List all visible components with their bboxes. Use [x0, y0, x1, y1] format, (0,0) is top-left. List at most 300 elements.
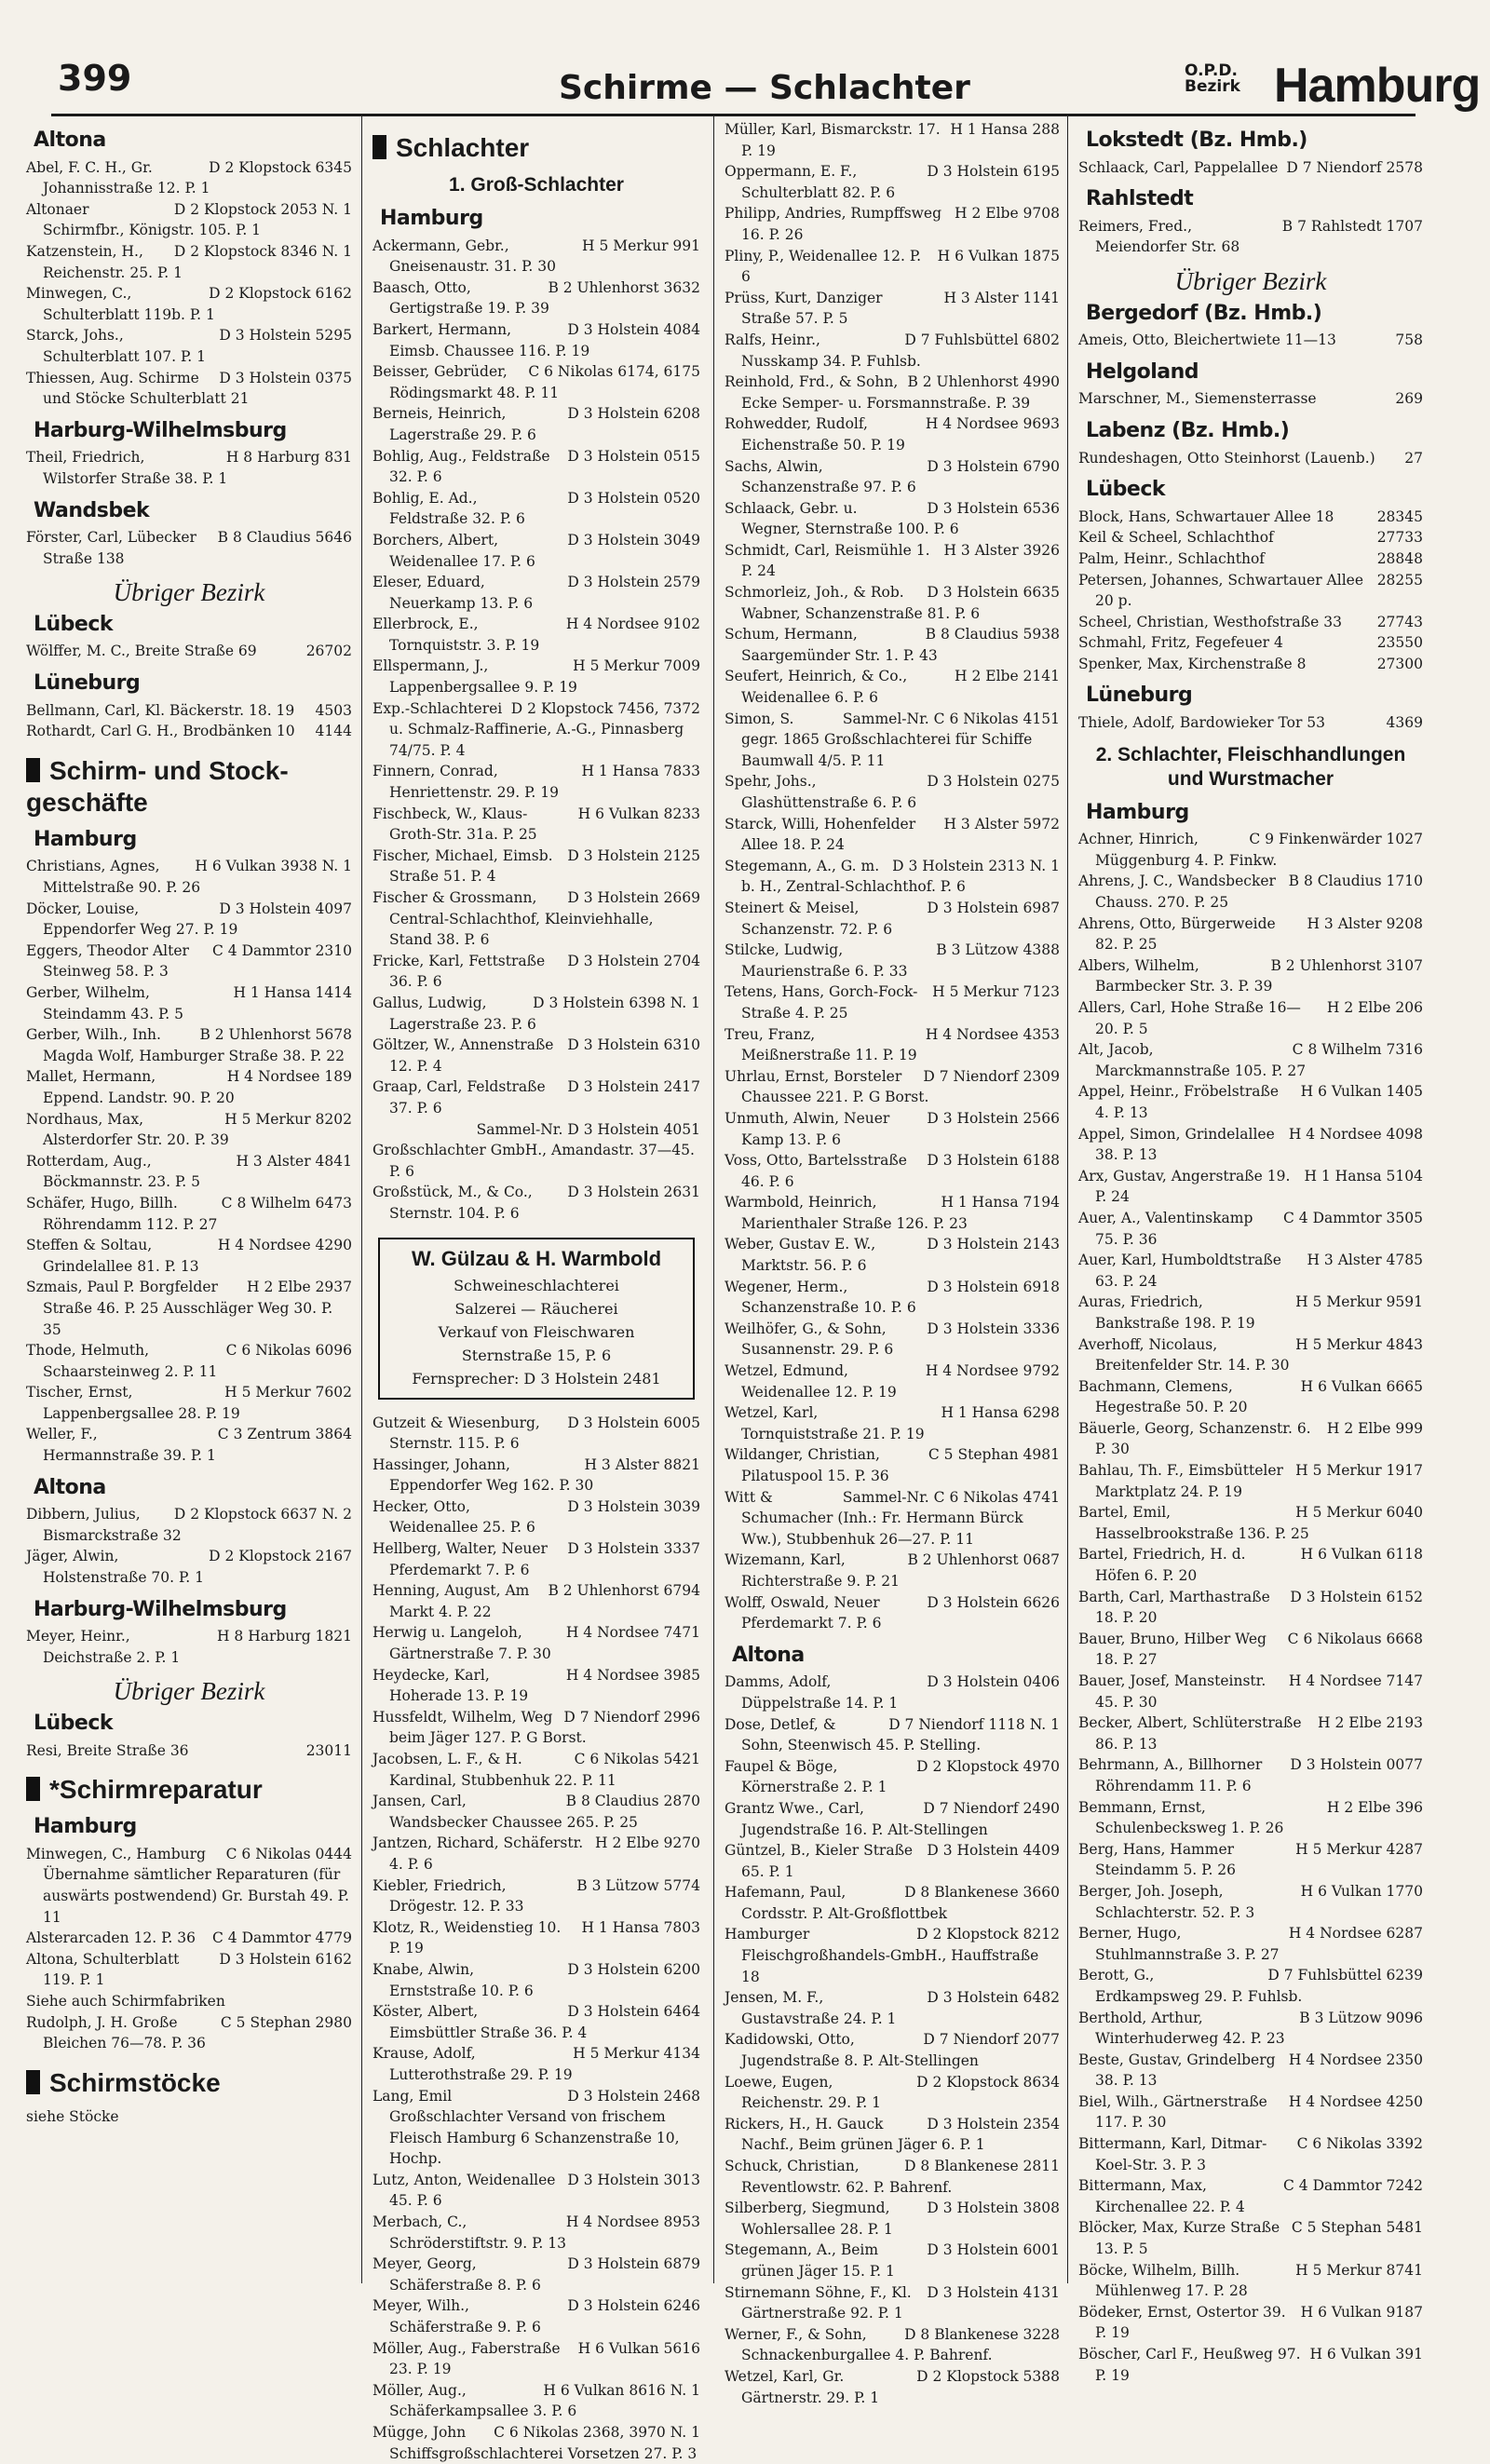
entry-text: Starck, Willi, Hohenfelder Allee 18. P. 24 — [725, 815, 916, 854]
entry-phone: H 5 Merkur 4287 — [1295, 1840, 1423, 1858]
entry-phone: D 3 Holstein 6790 — [927, 457, 1060, 475]
directory-entry — [372, 1413, 700, 1455]
directory-entry — [26, 1277, 352, 1340]
entry-phone: D 3 Holstein 6162 — [219, 1950, 352, 1968]
directory-entry — [372, 804, 700, 846]
entry-text: Schum, Hermann, Saargemünder Str. 1. P. 43 — [725, 626, 938, 664]
directory-entry — [26, 1024, 352, 1066]
directory-entry — [725, 1592, 1060, 1634]
directory-entry — [372, 656, 700, 697]
directory-entry — [725, 413, 1060, 455]
entry-phone: C 4 Dammtor 4779 — [212, 1929, 352, 1947]
entry-phone: D 3 Holstein 6635 — [927, 584, 1060, 602]
city-heading: Hamburg — [1274, 59, 1481, 113]
entry-text: Dose, Detlef, & Sohn, Steenwisch 45. P. Stelling. — [725, 1715, 982, 1754]
bezirk-label: Bezirk — [1185, 77, 1240, 96]
directory-entry — [725, 1277, 1060, 1319]
entry-text: Reinhold, Frd., & Sohn, Ecke Semper- u. Forsmannstraße. P. 39 — [725, 373, 1031, 412]
entry-text: Voss, Otto, Bartelsstraße 46. P. 6 — [725, 1152, 907, 1190]
entry-phone: H 6 Vulkan 6118 — [1300, 1546, 1423, 1564]
directory-entry — [1078, 216, 1423, 258]
directory-entry — [1078, 829, 1423, 871]
entry-text: Grantz Wwe., Carl, Jugendstraße 16. P. Alt-Stellingen — [725, 1799, 988, 1838]
directory-entry — [1078, 2260, 1423, 2302]
directory-entry — [372, 993, 700, 1035]
directory-entry — [725, 2324, 1060, 2366]
directory-entry — [1078, 448, 1423, 469]
entry-phone: H 4 Nordsee 6287 — [1288, 1925, 1423, 1943]
directory-entry — [372, 2212, 700, 2254]
directory-entry — [725, 203, 1060, 245]
directory-entry — [1078, 1502, 1423, 1544]
entry-phone: H 1 Hansa 6298 — [941, 1404, 1060, 1422]
entry-phone: B 3 Lützow 9096 — [1299, 2009, 1423, 2026]
entry-phone: D 3 Holstein 0406 — [927, 1673, 1060, 1691]
entry-text: Alsterarcaden 12. P. 36 — [26, 1929, 196, 1947]
entry-phone: D 2 Klopstock 7456, 7372 — [510, 699, 700, 717]
entry-text: Fischer, Michael, Eimsb. Straße 51. P. 4 — [372, 846, 553, 886]
entry-phone: B 2 Uhlenhorst 4990 — [907, 373, 1060, 391]
directory-entry — [1078, 1124, 1423, 1166]
entry-text: Böscher, Carl F., Heußweg 97. P. 19 — [1078, 2346, 1301, 2384]
directory-entry — [1078, 1208, 1423, 1250]
entry-text: Szmais, Paul P. Borgfelder Straße 46. P. 25 Ausschläger Weg 30. P. 35 — [26, 1279, 333, 1338]
entry-text: Bahlau, Th. F., Eimsbütteler Marktplatz 24. P. 19 — [1078, 1462, 1283, 1500]
directory-entry — [26, 941, 352, 982]
column-1 — [26, 119, 352, 2289]
entry-text: Sachs, Alwin, Schanzenstraße 97. P. 6 — [725, 457, 916, 496]
entry-text: Wölffer, M. C., Breite Straße 69 — [26, 643, 257, 660]
entry-text: siehe Stöcke — [26, 2107, 119, 2125]
directory-entry — [725, 1798, 1060, 1840]
entry-text: Weilhöfer, G., & Sohn, Susannenstr. 29. P. 6 — [725, 1320, 894, 1359]
entry-text: Bohlig, Aug., Feldstraße 32. P. 6 — [372, 447, 550, 486]
entry-phone: H 5 Merkur 7123 — [932, 983, 1060, 1001]
directory-entry — [26, 527, 352, 569]
entry-phone: 28848 — [1376, 549, 1423, 567]
directory-entry — [1078, 2344, 1423, 2386]
entry-text: Heydecke, Karl, Hoherade 13. P. 19 — [372, 1666, 529, 1705]
directory-entry — [725, 2029, 1060, 2071]
entry-text: Behrmann, A., Billhorner Röhrendamm 11. P. 6 — [1078, 1756, 1263, 1794]
entry-text: Stilcke, Ludwig, Maurienstraße 6. P. 33 — [725, 941, 908, 980]
location-heading: Hamburg — [1086, 800, 1189, 824]
entry-text: Becker, Albert, Schlüterstraße 86. P. 13 — [1078, 1714, 1302, 1753]
advertisement-line: Fernsprecher: D 3 Holstein 2481 — [412, 1369, 661, 1388]
entry-phone: H 4 Nordsee 9792 — [925, 1362, 1060, 1380]
directory-entry — [372, 1665, 700, 1707]
directory-entry — [725, 330, 1060, 372]
entry-phone: H 6 Vulkan 1770 — [1300, 1882, 1423, 1900]
directory-entry — [26, 368, 352, 410]
directory-entry — [372, 1580, 700, 1622]
entry-phone: D 3 Holstein 2143 — [927, 1236, 1060, 1253]
entry-phone: H 1 Hansa 5104 — [1304, 1167, 1423, 1185]
directory-entry — [1078, 1376, 1423, 1418]
directory-entry — [1078, 1250, 1423, 1292]
directory-entry — [1078, 997, 1423, 1039]
directory-entry — [725, 1550, 1060, 1591]
entry-text: Eleser, Eduard, Neuerkamp 13. P. 6 — [372, 574, 534, 612]
entry-phone: H 5 Merkur 1917 — [1295, 1462, 1423, 1480]
entry-text: Köster, Albert, Eimsbüttler Straße 36. P. 4 — [372, 2003, 588, 2041]
entry-text: Henning, August, Am Markt 4. P. 22 — [372, 1582, 530, 1620]
directory-entry — [26, 1424, 352, 1466]
entry-text: Auer, Karl, Humboldtstraße 63. P. 24 — [1078, 1252, 1281, 1290]
entry-text: Bellmann, Carl, Kl. Bäckerstr. 18. 19 — [26, 701, 295, 719]
entry-text: Hellberg, Walter, Neuer Pferdemarkt 7. P. 6 — [372, 1540, 548, 1578]
advertisement-line: Schweineschlachterei — [454, 1276, 619, 1294]
entry-phone: Sammel-Nr. D 3 Holstein 4051 — [476, 1120, 700, 1138]
directory-entry — [1078, 1629, 1423, 1671]
entry-phone: B 2 Uhlenhorst 3632 — [548, 278, 700, 296]
entry-text: Möller, Aug., Faberstraße 23. P. 19 — [372, 2339, 561, 2378]
entry-phone: H 5 Merkur 7602 — [224, 1384, 352, 1401]
location-heading: Wandsbek — [34, 498, 150, 522]
entry-text: Nordhaus, Max, Alsterdorfer Str. 20. P. 39 — [26, 1110, 229, 1149]
advertisement-firm: W. Gülzau & H. Warmbold — [411, 1246, 662, 1270]
entry-phone: H 5 Merkur 4134 — [573, 2045, 700, 2063]
entry-text: Exp.-Schlachterei u. Schmalz-Raffinerie, A.-G., Pinnasberg 74/75. P. 4 — [372, 699, 684, 759]
location-heading: Harburg-Wilhelmsburg — [34, 1597, 287, 1621]
region-heading: Übriger Bezirk — [1174, 266, 1327, 295]
region-heading: Übriger Bezirk — [113, 1677, 265, 1706]
entry-phone: D 3 Holstein 6536 — [927, 499, 1060, 517]
opd-label: O.P.D. — [1185, 61, 1238, 80]
entry-text: Hamburger Fleischgroßhandels-GmbH., Hauffstraße 18 — [725, 1926, 1039, 1985]
entry-text: Albers, Wilhelm, Barmbecker Str. 3. P. 39 — [1078, 956, 1273, 995]
entry-text: Wetzel, Edmund, Weidenallee 12. P. 19 — [725, 1362, 897, 1401]
entry-phone: H 4 Nordsee 8953 — [565, 2214, 700, 2231]
directory-entry — [1078, 1965, 1423, 2007]
entry-text: Berott, G., Erdkampsweg 29. P. Fuhlsb. — [1078, 1967, 1303, 2005]
directory-entry — [725, 2366, 1060, 2408]
directory-entry — [1078, 570, 1423, 612]
directory-entry — [26, 641, 352, 662]
entry-text: Schäfer, Hugo, Billh. Röhrendamm 112. P. 27 — [26, 1194, 218, 1233]
entry-phone: B 8 Claudius 5646 — [217, 529, 352, 547]
directory-entry — [1078, 1754, 1423, 1796]
entry-phone: B 8 Claudius 2870 — [565, 1793, 700, 1810]
directory-entry — [725, 624, 1060, 666]
entry-phone: D 3 Holstein 2125 — [567, 846, 700, 864]
directory-entry — [26, 856, 352, 898]
subsection-heading: 1. Groß-Schlachter — [449, 174, 624, 196]
entry-phone: C 3 Zentrum 3864 — [217, 1426, 352, 1443]
entry-text: Wildanger, Christian, Pilatuspool 15. P. 36 — [725, 1446, 889, 1484]
entry-phone: D 2 Klopstock 2053 N. 1 — [173, 200, 352, 218]
directory-entry — [26, 199, 352, 241]
entry-text: Arx, Gustav, Angerstraße 19. P. 24 — [1078, 1167, 1291, 1206]
directory-entry — [1078, 632, 1423, 654]
entry-phone: H 4 Nordsee 7471 — [565, 1624, 700, 1642]
directory-entry — [372, 236, 700, 278]
directory-entry — [1078, 1166, 1423, 1208]
entry-phone: D 2 Klopstock 6162 — [209, 285, 352, 303]
directory-entry — [372, 1538, 700, 1580]
directory-entry — [372, 319, 700, 361]
entry-text: Christians, Agnes, Mittelstraße 90. P. 26 — [26, 858, 201, 897]
directory-entry — [26, 1382, 352, 1424]
entry-phone: D 3 Holstein 6188 — [927, 1152, 1060, 1170]
directory-entry — [372, 951, 700, 993]
directory-entry — [372, 846, 700, 887]
directory-entry — [1078, 654, 1423, 675]
entry-phone: H 1 Hansa 1414 — [233, 984, 352, 1001]
directory-entry — [372, 698, 700, 762]
entry-text: Mügge, John Schiffsgroßschlachterei Vorsetzen 27. P. 3 — [372, 2424, 698, 2462]
directory-entry — [725, 666, 1060, 708]
section-title: *Schirmreparatur — [49, 1775, 263, 1805]
entry-text: Bäuerle, Georg, Schanzenstr. 6. P. 30 — [1078, 1419, 1311, 1458]
entry-text: Starck, Johs., Schulterblatt 107. P. 1 — [26, 327, 206, 365]
directory-entry — [1078, 1460, 1423, 1502]
directory-entry — [26, 447, 352, 489]
entry-text: Finnern, Conrad, Henriettenstr. 29. P. 19 — [372, 763, 560, 802]
entry-phone: H 2 Elbe 9270 — [595, 1834, 700, 1852]
directory-entry — [1078, 157, 1423, 179]
entry-phone: 27743 — [1376, 613, 1423, 630]
directory-entry — [26, 2012, 352, 2054]
directory-entry — [725, 2282, 1060, 2324]
directory-entry — [1078, 2133, 1423, 2175]
section-marker-icon — [26, 1777, 40, 1801]
entry-phone: H 3 Alster 9208 — [1307, 914, 1423, 932]
directory-entry — [725, 856, 1060, 898]
entry-text: Werner, F., & Sohn, Schnackenburgallee 4. P. Bahrenf. — [725, 2325, 993, 2364]
section-heading — [372, 132, 700, 164]
entry-phone: D 2 Klopstock 2167 — [209, 1548, 352, 1565]
entry-text: Achner, Hinrich, Müggenburg 4. P. Finkw. — [1078, 831, 1278, 869]
entry-text: Berner, Hugo, Stuhlmannstraße 3. P. 27 — [1078, 1925, 1280, 1963]
entry-text: Schmidt, Carl, Reismühle 1. P. 24 — [725, 541, 930, 580]
directory-entry — [725, 1402, 1060, 1444]
directory-entry — [725, 246, 1060, 288]
entry-text: Gerber, Wilhelm, Steindamm 43. P. 5 — [26, 984, 184, 1022]
entry-text: Uhrlau, Ernst, Borsteler Chaussee 221. P. G Borst. — [725, 1067, 929, 1106]
directory-entry — [26, 1546, 352, 1588]
entry-phone: D 3 Holstein 0375 — [219, 369, 352, 386]
directory-entry — [725, 1234, 1060, 1276]
directory-entry — [372, 530, 700, 572]
entry-phone: 23011 — [305, 1741, 352, 1759]
entry-text: Bauer, Josef, Mansteinstr. 45. P. 30 — [1078, 1672, 1266, 1711]
entry-text: Wizemann, Karl, Richterstraße 9. P. 21 — [725, 1551, 900, 1590]
entry-phone: D 3 Holstein 6464 — [567, 2003, 700, 2021]
directory-entry — [1078, 330, 1423, 351]
entry-phone: D 3 Holstein 2566 — [927, 1109, 1060, 1127]
entry-text: Thiessen, Aug. Schirme und Stöcke Schulterblatt 21 — [26, 369, 250, 408]
entry-text: Barkert, Hermann, Eimsb. Chaussee 116. P. 19 — [372, 320, 590, 359]
entry-phone: H 4 Nordsee 4290 — [217, 1237, 352, 1254]
entry-text: Marschner, M., Siemensterrasse — [1078, 390, 1317, 408]
directory-entry — [725, 1192, 1060, 1234]
location-heading: Rahlstedt — [1086, 187, 1194, 211]
directory-entry — [1078, 1839, 1423, 1881]
entry-text: Pliny, P., Weidenallee 12. P. 6 — [725, 247, 922, 286]
advertisement-line: Salzerei — Räucherei — [454, 1299, 618, 1318]
entry-text: Tischer, Ernst, Lappenbergsallee 28. P. 19 — [26, 1384, 240, 1422]
column-3 — [725, 119, 1060, 2406]
directory-entry — [26, 241, 352, 283]
location-heading: Altona — [34, 129, 106, 152]
entry-text: Theil, Friedrich, Wilstorfer Straße 38. P. 1 — [26, 449, 228, 487]
directory-entry — [372, 2086, 700, 2170]
entry-text: Schmahl, Fritz, Fegefeuer 4 — [1078, 634, 1283, 652]
entry-text: Rickers, H., H. Gauck Nachf., Beim grünen Jäger 6. P. 1 — [725, 2115, 985, 2154]
entry-phone: 269 — [1395, 390, 1423, 408]
entry-phone: H 3 Alster 1141 — [943, 289, 1060, 306]
directory-entry — [26, 1109, 352, 1151]
entry-phone: D 3 Holstein 6482 — [927, 1989, 1060, 2007]
entry-text: Wetzel, Karl, Tornquiststraße 21. P. 19 — [725, 1404, 925, 1442]
entry-text: Güntzel, B., Kieler Straße 65. P. 1 — [725, 1842, 914, 1880]
entry-phone: 4369 — [1386, 714, 1423, 732]
entry-text: Ellspermann, J., Lappenbergsallee 9. P. 19 — [372, 657, 577, 697]
entry-phone: D 3 Holstein 2354 — [927, 2115, 1060, 2132]
entry-phone: C 9 Finkenwärder 1027 — [1249, 831, 1423, 848]
directory-entry — [725, 540, 1060, 582]
entry-text: Appel, Simon, Grindelallee 38. P. 13 — [1078, 1125, 1275, 1164]
entry-phone: D 2 Klopstock 8634 — [916, 2073, 1060, 2091]
directory-entry — [372, 2254, 700, 2295]
directory-entry — [372, 1622, 700, 1664]
entry-phone: H 5 Merkur 8741 — [1295, 2261, 1423, 2279]
directory-entry — [725, 288, 1060, 330]
entry-phone: C 4 Dammtor 7242 — [1283, 2177, 1423, 2195]
directory-entry — [1078, 914, 1423, 955]
directory-entry — [725, 1987, 1060, 2029]
entry-text: Ralfs, Heinr., Nusskamp 34. P. Fuhlsb. — [725, 331, 921, 370]
directory-entry — [1078, 527, 1423, 548]
entry-phone: D 3 Holstein 0515 — [567, 447, 700, 465]
directory-entry — [1078, 1292, 1423, 1334]
entry-text: Berthold, Arthur, Winterhuderweg 42. P. 23 — [1078, 2009, 1285, 2048]
entry-phone: D 2 Klopstock 6637 N. 2 — [173, 1506, 352, 1523]
region-heading: Übriger Bezirk — [113, 578, 265, 607]
entry-phone: 23550 — [1376, 634, 1423, 652]
directory-entry — [725, 1714, 1060, 1756]
entry-phone: D 2 Klopstock 8212 — [916, 1926, 1060, 1943]
entry-text: Siehe auch Schirmfabriken — [26, 1992, 225, 2010]
entry-text: Krause, Adolf, Lutterothstraße 29. P. 19 — [372, 2045, 573, 2083]
directory-entry — [372, 887, 700, 951]
directory-entry — [725, 1487, 1060, 1550]
directory-entry — [372, 572, 700, 614]
entry-phone: H 6 Vulkan 1875 — [937, 247, 1060, 264]
section-heading — [26, 1774, 352, 1806]
entry-phone: D 7 Niendorf 2578 — [1286, 158, 1423, 176]
directory-entry — [1078, 1081, 1423, 1123]
entry-text: Petersen, Johannes, Schwartauer Allee 20 p. — [1078, 571, 1364, 610]
entry-phone: H 6 Vulkan 3938 N. 1 — [195, 858, 352, 875]
entry-phone: D 8 Blankenese 3228 — [904, 2325, 1060, 2343]
entry-text: Jacobsen, L. F., & H. Kardinal, Stubbenhuk 22. P. 11 — [372, 1751, 616, 1789]
entry-phone: 28255 — [1376, 571, 1423, 589]
entry-text: Hecker, Otto, Weidenallee 25. P. 6 — [372, 1497, 535, 1537]
directory-entry — [725, 814, 1060, 856]
directory-entry — [725, 1024, 1060, 1066]
entry-phone: H 6 Vulkan 5616 — [577, 2339, 700, 2357]
entry-text: Merbach, C., Schröderstiftstr. 9. P. 13 — [372, 2214, 566, 2252]
entry-text: Oppermann, E. F., Schulterblatt 82. P. 6 — [725, 163, 896, 201]
entry-phone: B 8 Claudius 1710 — [1288, 873, 1423, 890]
entry-text: Bödeker, Ernst, Ostertor 39. P. 19 — [1078, 2303, 1286, 2342]
directory-entry — [372, 2422, 700, 2464]
entry-phone: D 7 Niendorf 2309 — [923, 1067, 1060, 1085]
entry-text: Klotz, R., Weidenstieg 10. P. 19 — [372, 1918, 562, 1957]
entry-phone: C 8 Wilhelm 6473 — [221, 1194, 352, 1212]
entry-text: Katzenstein, H., Reichenstr. 25. P. 1 — [26, 242, 183, 281]
directory-entry — [1078, 712, 1423, 734]
entry-phone: D 3 Holstein 2417 — [567, 1078, 700, 1096]
directory-entry — [725, 1444, 1060, 1486]
entry-phone: H 2 Elbe 2193 — [1318, 1714, 1423, 1732]
entry-text: Ameis, Otto, Bleichertwiete 11—13 — [1078, 332, 1336, 349]
entry-phone: 27733 — [1376, 529, 1423, 547]
entry-phone: B 2 Uhlenhorst 0687 — [907, 1551, 1060, 1569]
directory-entry — [725, 1672, 1060, 1713]
entry-phone: D 7 Niendorf 2490 — [923, 1799, 1060, 1817]
entry-text: Biel, Wilh., Gärtnerstraße 117. P. 30 — [1078, 2092, 1267, 2132]
entry-text: Bemmann, Ernst, Schulenbecksweg 1. P. 26 — [1078, 1798, 1284, 1837]
entry-phone: H 3 Alster 3926 — [943, 541, 1060, 559]
entry-phone: B 3 Lützow 5774 — [576, 1876, 700, 1894]
advertisement-box — [378, 1238, 695, 1400]
section-marker-icon — [26, 758, 40, 782]
column-4 — [1078, 119, 1423, 2384]
entry-text: Bittermann, Karl, Ditmar-Koel-Str. 3. P. 3 — [1078, 2135, 1267, 2173]
directory-entry — [372, 2043, 700, 2085]
entry-phone: 27 — [1404, 449, 1423, 467]
directory-entry — [372, 446, 700, 488]
entry-text: Auras, Friedrich, Bankstraße 198. P. 19 — [1078, 1293, 1255, 1332]
entry-text: Lang, Emil Großschlachter Versand von frischem Fleisch Hamburg 6 Schanzenstraße 10, Hochp. — [372, 2087, 680, 2168]
entry-text: Meyer, Wilh., Schäferstraße 9. P. 6 — [372, 2297, 541, 2336]
entry-text: Döcker, Louise, Eppendorfer Weg 27. P. 19 — [26, 900, 238, 939]
entry-phone: H 1 Hansa 288 — [950, 121, 1060, 138]
entry-text: Philipp, Andries, Rumpffsweg 16. P. 26 — [725, 205, 942, 243]
entry-text: Schmorleiz, Joh., & Rob. Wabner, Schanzenstraße 81. P. 6 — [725, 584, 981, 622]
entry-text: Keil & Scheel, Schlachthof — [1078, 529, 1274, 547]
directory-entry — [26, 1626, 352, 1668]
entry-text: Stegemann, A., G. m. b. H., Zentral-Schlachthof. P. 6 — [725, 857, 966, 896]
entry-phone: D 8 Blankenese 3660 — [904, 1884, 1060, 1902]
directory-entry — [372, 1875, 700, 1917]
advertisement-line: Verkauf von Fleischwaren — [438, 1322, 635, 1341]
directory-entry — [725, 1924, 1060, 1987]
entry-phone: B 2 Uhlenhorst 3107 — [1270, 956, 1423, 974]
entry-text: Jantzen, Richard, Schäferstr. 4. P. 6 — [372, 1834, 584, 1873]
directory-entry — [725, 456, 1060, 498]
entry-phone: D 3 Holstein 0275 — [927, 773, 1060, 791]
entry-phone: H 6 Vulkan 8616 N. 1 — [543, 2381, 700, 2399]
entry-text: Allers, Carl, Hohe Straße 16—20. P. 5 — [1078, 999, 1301, 1037]
entry-phone: H 4 Nordsee 189 — [226, 1068, 352, 1086]
directory-entry — [725, 898, 1060, 940]
directory-entry — [372, 1959, 700, 2001]
directory-entry — [725, 2198, 1060, 2240]
entry-phone: D 3 Holstein 2313 N. 1 — [892, 857, 1060, 874]
directory-entry — [372, 1035, 700, 1076]
directory-entry — [372, 614, 700, 656]
entry-phone: C 6 Nikolas 0444 — [225, 1845, 352, 1862]
entry-phone: H 3 Alster 8821 — [584, 1455, 700, 1473]
entry-phone: C 6 Nikolaus 6668 — [1287, 1630, 1423, 1647]
entry-phone: H 4 Nordsee 7147 — [1288, 1672, 1423, 1689]
entry-phone: D 3 Holstein 6152 — [1290, 1588, 1423, 1605]
entry-text: Kiebler, Friedrich, Drögestr. 12. P. 33 — [372, 1876, 524, 1916]
